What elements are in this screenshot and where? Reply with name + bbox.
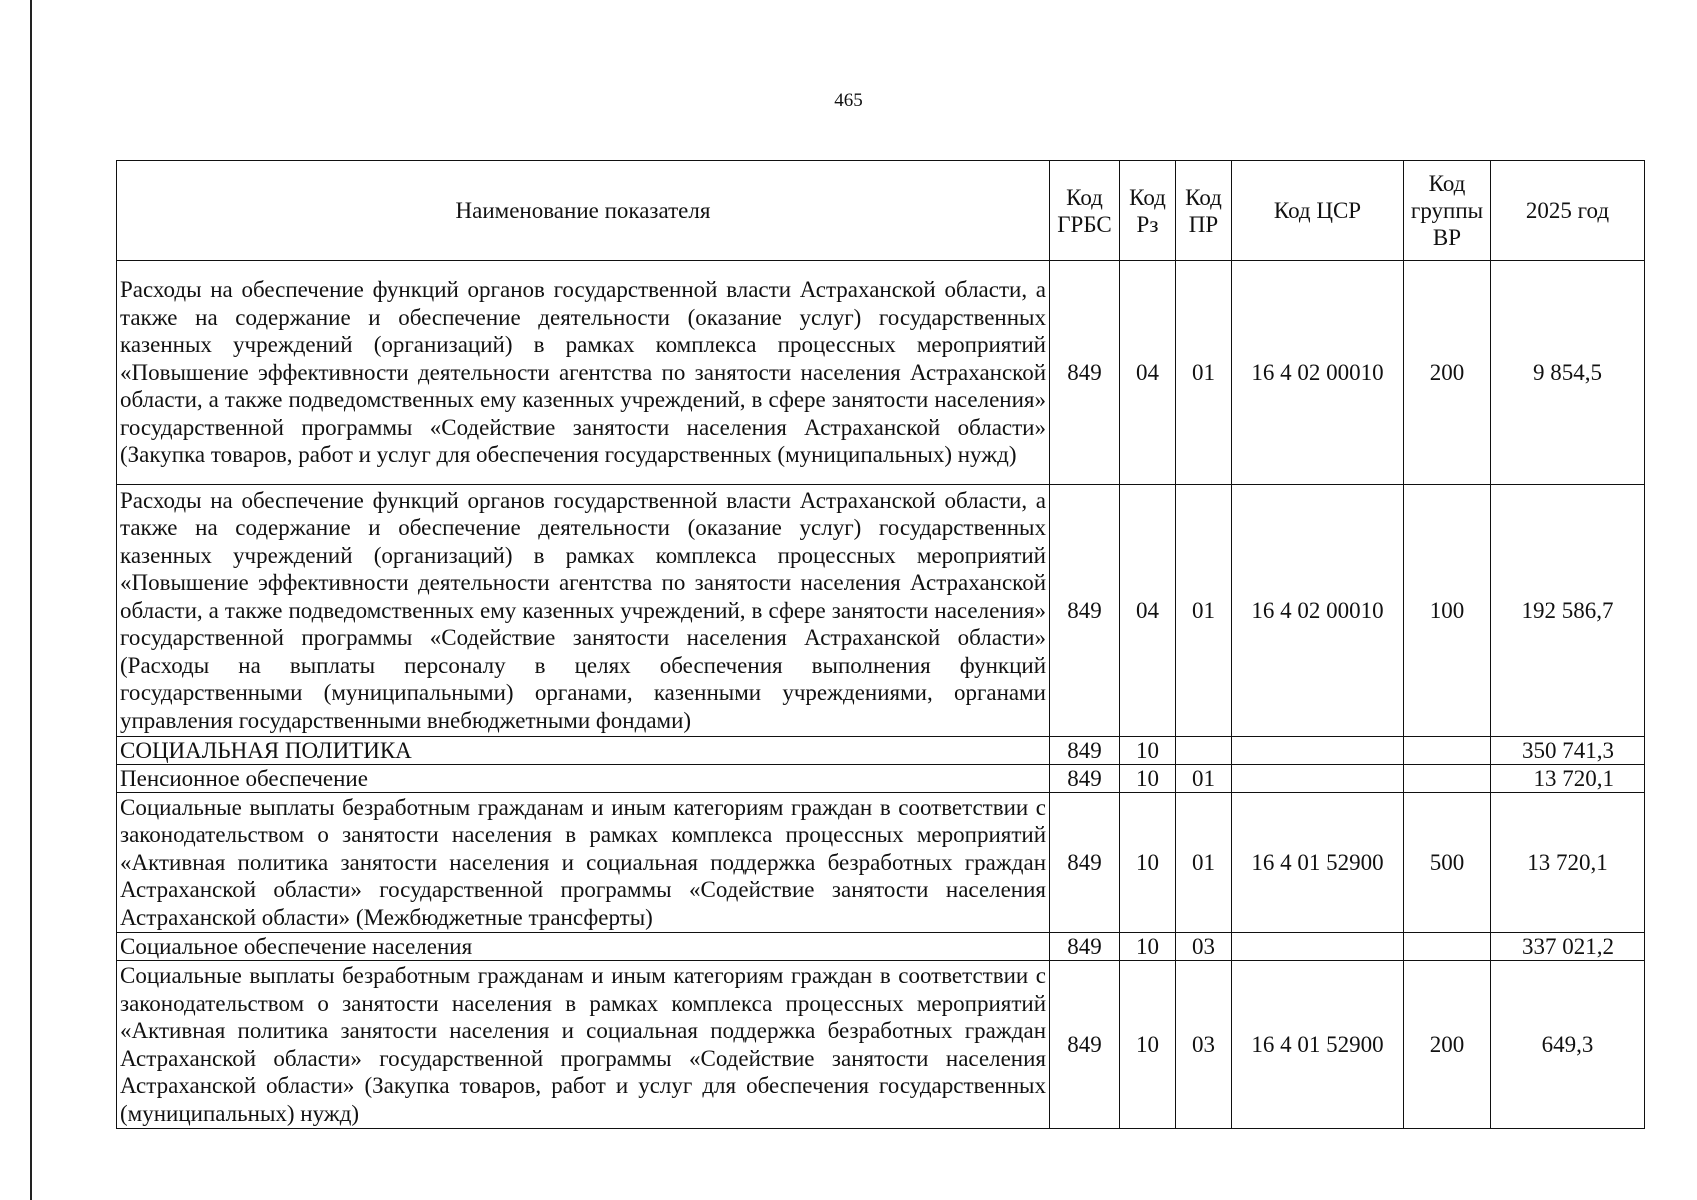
row-csr: 16 4 01 52900 [1232, 793, 1404, 933]
row-vr [1404, 933, 1491, 961]
row-pr [1176, 737, 1232, 765]
row-pr: 01 [1176, 793, 1232, 933]
row-grbs: 849 [1050, 765, 1120, 793]
table-row [117, 737, 1645, 765]
row-vr: 500 [1404, 793, 1491, 933]
row-amount: 649,3 [1491, 961, 1645, 1129]
row-grbs: 849 [1050, 793, 1120, 933]
row-csr [1232, 933, 1404, 961]
row-vr: 200 [1404, 961, 1491, 1129]
row-rz: 10 [1120, 737, 1176, 765]
row-grbs: 849 [1050, 737, 1120, 765]
row-pr: 01 [1176, 261, 1232, 485]
page-number: 465 [834, 90, 863, 111]
row-name: Расходы на обеспечение функций органов государственной власти Астраханской области, а также на содержание и обеспечение деятельности (оказание услуг) государственных казенных учреждений (организаций) в рамках комплекса процессных мероприятий «Повышение эффективности деятельности агентства по занятости населения Астраханской области, а также подведомственных ему казенных учреждений, в сфере занятости населения» государственной программы «Содействие занятости населения Астраханской области» (Закупка товаров, работ и услуг для обеспечения государственных (муниципальных) нужд) [117, 261, 1050, 485]
header-year: 2025 год [1491, 161, 1645, 261]
table-row [117, 961, 1645, 1129]
header-vr: Код группы ВР [1404, 161, 1491, 261]
row-name: СОЦИАЛЬНАЯ ПОЛИТИКА [117, 737, 1050, 765]
row-amount: 337 021,2 [1491, 933, 1645, 961]
row-name: Пенсионное обеспечение [117, 765, 1050, 793]
row-grbs: 849 [1050, 261, 1120, 485]
row-rz: 10 [1120, 961, 1176, 1129]
header-csr: Код ЦСР [1232, 161, 1404, 261]
row-amount: 9 854,5 [1491, 261, 1645, 485]
table-row [117, 485, 1645, 737]
row-vr [1404, 765, 1491, 793]
header-row [117, 161, 1645, 261]
row-grbs: 849 [1050, 961, 1120, 1129]
row-amount: 350 741,3 [1491, 737, 1645, 765]
page-margin-line [30, 0, 32, 1200]
header-rz: Код Рз [1120, 161, 1176, 261]
header-name: Наименование показателя [117, 161, 1050, 261]
row-csr [1232, 737, 1404, 765]
budget-table [116, 160, 1645, 1129]
row-name: Социальные выплаты безработным гражданам и иным категориям граждан в соответствии с законодательством о занятости населения в рамках комплекса процессных мероприятий «Активная политика занятости населения и социальная поддержка безработных граждан Астраханской области» государственной программы «Содействие занятости населения Астраханской области» (Межбюджетные трансферты) [117, 793, 1050, 933]
row-amount: 13 720,1 [1491, 793, 1645, 933]
row-csr: 16 4 02 00010 [1232, 485, 1404, 737]
row-csr: 16 4 02 00010 [1232, 261, 1404, 485]
row-vr: 100 [1404, 485, 1491, 737]
row-csr [1232, 765, 1404, 793]
row-pr: 01 [1176, 485, 1232, 737]
table-row [117, 765, 1645, 793]
row-name: Социальные выплаты безработным гражданам и иным категориям граждан в соответствии с законодательством о занятости населения в рамках комплекса процессных мероприятий «Активная политика занятости населения и социальная поддержка безработных граждан Астраханской области» государственной программы «Содействие занятости населения Астраханской области» (Закупка товаров, работ и услуг для обеспечения государственных (муниципальных) нужд) [117, 961, 1050, 1129]
header-pr: Код ПР [1176, 161, 1232, 261]
row-pr: 03 [1176, 961, 1232, 1129]
table-row [117, 793, 1645, 933]
row-vr: 200 [1404, 261, 1491, 485]
row-grbs: 849 [1050, 485, 1120, 737]
row-pr: 03 [1176, 933, 1232, 961]
row-rz: 04 [1120, 261, 1176, 485]
row-rz: 10 [1120, 793, 1176, 933]
row-csr: 16 4 01 52900 [1232, 961, 1404, 1129]
row-vr [1404, 737, 1491, 765]
row-pr: 01 [1176, 765, 1232, 793]
table-row [117, 261, 1645, 485]
row-rz: 10 [1120, 765, 1176, 793]
row-name: Социальное обеспечение населения [117, 933, 1050, 961]
row-grbs: 849 [1050, 933, 1120, 961]
row-amount: 13 720,1 [1491, 765, 1645, 793]
table-row [117, 933, 1645, 961]
header-grbs: Код ГРБС [1050, 161, 1120, 261]
row-name: Расходы на обеспечение функций органов государственной власти Астраханской области, а также на содержание и обеспечение деятельности (оказание услуг) государственных казенных учреждений (организаций) в рамках комплекса процессных мероприятий «Повышение эффективности деятельности агентства по занятости населения Астраханской области, а также подведомственных ему казенных учреждений, в сфере занятости населения» государственной программы «Содействие занятости населения Астраханской области» (Расходы на выплаты персоналу в целях обеспечения выполнения функций государственными (муниципальными) органами, казенными учреждениями, органами управления государственными внебюджетными фондами) [117, 485, 1050, 737]
row-rz: 04 [1120, 485, 1176, 737]
row-rz: 10 [1120, 933, 1176, 961]
row-amount: 192 586,7 [1491, 485, 1645, 737]
